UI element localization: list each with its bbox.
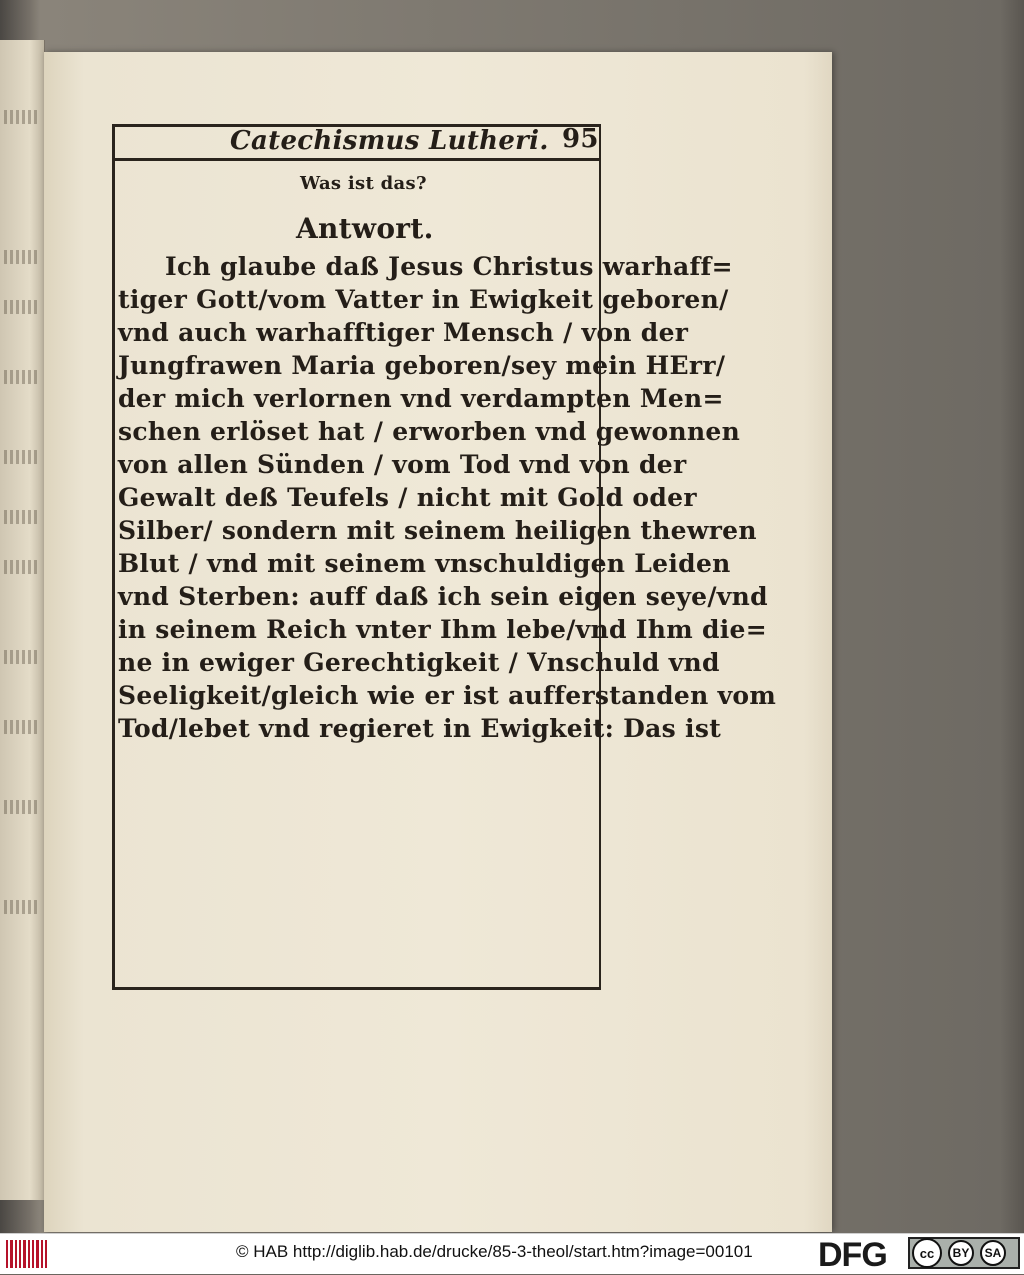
body-line: in seinem Reich vnter Ihm lebe/vnd Ihm die= [118, 615, 767, 644]
page-number: 95 [562, 124, 599, 154]
facing-page-edge [0, 40, 45, 1200]
footer-bar [0, 1233, 1024, 1274]
question-heading: Was ist das? [300, 173, 427, 194]
answer-heading: Antwort. [296, 212, 434, 245]
running-title: Catechismus Lutheri. [230, 126, 549, 156]
dfg-logo: DFG [818, 1236, 887, 1274]
body-line: Silber/ sondern mit seinem heiligen thewren [118, 516, 757, 545]
body-line: Ich glaube daß Jesus Christus warhaff= [165, 252, 733, 281]
body-line: ne in ewiger Gerechtigkeit / Vnschuld vnd [118, 648, 720, 677]
cc-license-badge[interactable] [908, 1237, 1020, 1269]
body-line: Blut / vnd mit seinem vnschuldigen Leiden [118, 549, 731, 578]
cc-icon: cc [912, 1238, 942, 1268]
body-line: Tod/lebet vnd regieret in Ewigkeit: Das ist [118, 714, 722, 743]
body-line: vnd Sterben: auff daß ich sein eigen seye/vnd [118, 582, 768, 611]
sa-icon: SA [980, 1240, 1006, 1266]
body-line: der mich verlornen vnd verdampten Men= [118, 384, 724, 413]
body-line: schen erlöset hat / erworben vnd gewonnen [118, 417, 741, 446]
body-line: Seeligkeit/gleich wie er ist aufferstanden vom [118, 681, 777, 710]
copyright-link[interactable]: © HAB http://diglib.hab.de/drucke/85-3-theol/start.htm?image=00101 [236, 1242, 753, 1261]
body-line: vnd auch warhafftiger Mensch / von der [118, 318, 689, 347]
header-rule [112, 158, 599, 161]
library-barcode-logo [6, 1240, 47, 1268]
body-line: tiger Gott/vom Vatter in Ewigkeit geboren/ [118, 285, 729, 314]
body-line: Jungfrawen Maria geboren/sey mein HErr/ [118, 351, 726, 380]
body-line: von allen Sünden / vom Tod vnd von der [118, 450, 687, 479]
by-icon: BY [948, 1240, 974, 1266]
body-line: Gewalt deß Teufels / nicht mit Gold oder [118, 483, 697, 512]
